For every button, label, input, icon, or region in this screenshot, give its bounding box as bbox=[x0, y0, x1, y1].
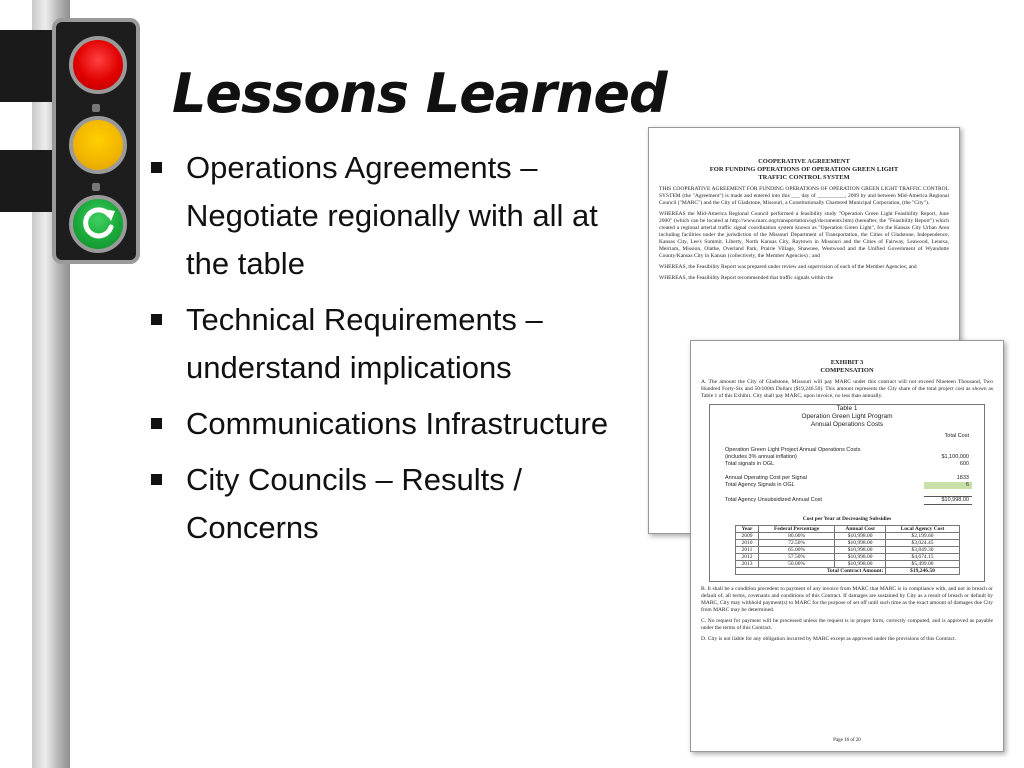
bullet-text: Operations Agreements – Negotiate regionally with all at the table bbox=[186, 150, 598, 281]
traffic-light-icon bbox=[52, 18, 140, 264]
page-footer: Page 16 of 20 bbox=[833, 738, 861, 743]
bullet-item bbox=[148, 296, 618, 392]
doc-paragraph: C. No request for payment will be processed unless the request is in proper form, correctly computed, and is approved as payable under the terms of this Contract. bbox=[701, 617, 993, 631]
doc-heading: EXHIBIT 3 bbox=[830, 359, 864, 366]
table-header: Local Agency Cost bbox=[886, 525, 959, 532]
doc-paragraph: D. City is not liable for any obligation incurred by MARC except as approved under the provisions of this Contract. bbox=[701, 635, 956, 642]
doc-paragraph: WHEREAS, the Feasibility Report recommended that traffic signals within the bbox=[659, 275, 834, 281]
table-cell: 6 bbox=[924, 482, 972, 489]
table-row bbox=[735, 553, 959, 560]
table-header: Total Cost bbox=[944, 433, 969, 439]
table-cell: 50.00% bbox=[759, 560, 834, 567]
table-cell: Annual Operating Cost per Signal bbox=[725, 475, 807, 481]
bullet-item bbox=[148, 456, 618, 552]
bullet-item bbox=[148, 400, 618, 448]
table-cell: Total Contract Amount: bbox=[735, 567, 886, 574]
operations-cost-table bbox=[722, 433, 972, 505]
table-header: Year bbox=[735, 525, 759, 532]
bullet-square-icon bbox=[151, 314, 162, 325]
traffic-light-bracket bbox=[0, 30, 58, 102]
slide-title: Lessons Learned bbox=[172, 62, 667, 125]
table-row bbox=[735, 539, 959, 546]
green-light-icon bbox=[69, 195, 127, 253]
red-light-icon bbox=[69, 36, 127, 94]
table-cell: Operation Green Light Project Annual Operations Costs bbox=[725, 447, 861, 453]
table-cell: (includes 3% annual inflation) bbox=[725, 454, 797, 460]
table-title: Table 1 bbox=[836, 405, 858, 412]
table-cell: Total signals in OGL bbox=[725, 461, 775, 467]
table-cell: 1833 bbox=[956, 475, 969, 481]
table-cell: $2,199.60 bbox=[886, 532, 959, 539]
bolt bbox=[92, 104, 100, 112]
table-cell: 72.50% bbox=[759, 539, 834, 546]
table-cell: $10,998.00 bbox=[834, 553, 886, 560]
table-cell: $19,246.50 bbox=[886, 567, 959, 574]
table-cell: 600 bbox=[959, 461, 969, 467]
doc-paragraph: B. It shall be a condition precedent to payment of any invoice from MARC that MARC is in compliance with, and not in breach or default of, all terms, covenants and conditions of this Contract. If damages are sustained by City as a result of breach or default by MARC, City may withhold payment(s) to MARC for the purpose of set off until such time as the exact amount of damages due City from MARC may be determined. bbox=[701, 585, 993, 613]
bolt bbox=[92, 183, 100, 191]
table-cell: $10,998.00 bbox=[834, 546, 886, 553]
bullet-square-icon bbox=[151, 418, 162, 429]
refresh-arrow-icon bbox=[73, 199, 123, 249]
doc-paragraph: THIS COOPERATIVE AGREEMENT FOR FUNDING OPERATIONS OF OPERATION GREEN LIGHT TRAFFIC CONTROL SYSTEM (the "Agreement") is made and entered into this ___ day of __________, 2009 by and between Mid-America Regional Council ("MARC") and the City of Gladstone, Missouri, a Constitutionally Chartered Municipal Corporation, (the "City"). bbox=[659, 186, 949, 206]
table-header: Federal Percentage bbox=[759, 525, 834, 532]
table-cell: $3,024.45 bbox=[886, 539, 959, 546]
traffic-light-bracket bbox=[0, 150, 58, 212]
compensation-exhibit-image bbox=[690, 340, 1004, 752]
bullet-list bbox=[148, 144, 618, 560]
bullet-text: City Councils – Results / Concerns bbox=[186, 462, 522, 545]
table-title: Annual Operations Costs bbox=[810, 421, 884, 428]
bullet-square-icon bbox=[151, 474, 162, 485]
doc-paragraph: A. The amount the City of Gladstone, Missouri will pay MARC under this contract will not exceed Nineteen Thousand, Two Hundred Forty-Six and 50/100th Dollars ($19,246.50). This amount represents the City share of the total project cost as shown as Table 1 of this Exhibit. City shall pay MARC, upon invoice, no less than annually. bbox=[701, 379, 993, 399]
table-cell: 2011 bbox=[735, 546, 759, 553]
table-row bbox=[735, 560, 959, 567]
table-cell: 80.00% bbox=[759, 532, 834, 539]
table-cell: 57.50% bbox=[759, 553, 834, 560]
doc-heading: TRAFFIC CONTROL SYSTEM bbox=[758, 174, 850, 181]
table-cell: $5,499.00 bbox=[886, 560, 959, 567]
bullet-item bbox=[148, 144, 618, 288]
table-cell: 2009 bbox=[735, 532, 759, 539]
doc-heading: FOR FUNDING OPERATIONS OF OPERATION GREEN LIGHT bbox=[709, 166, 899, 173]
table-cell: Total Agency Unsubsidized Annual Cost bbox=[725, 496, 822, 503]
doc-paragraph: WHEREAS, the Feasibility Report was prepared under review and supervision of each of the Member Agencies; and bbox=[659, 264, 917, 270]
table-cell: $4,674.15 bbox=[886, 553, 959, 560]
table-cell bbox=[924, 447, 972, 454]
table-cell: 2010 bbox=[735, 539, 759, 546]
table-cell: 2013 bbox=[735, 560, 759, 567]
bullet-text: Communications Infrastructure bbox=[186, 406, 609, 441]
doc-heading: COOPERATIVE AGREEMENT bbox=[758, 158, 850, 165]
table-cell: Total Agency Signals in OGL bbox=[725, 482, 795, 488]
table-title: Cost per Year at Decreasing Subsidies bbox=[802, 515, 892, 522]
bullet-square-icon bbox=[151, 162, 162, 173]
table-row bbox=[735, 567, 959, 574]
table-cell: 2012 bbox=[735, 553, 759, 560]
table-cell: $10,998.00 bbox=[834, 532, 886, 539]
table-cell: $10,998.00 bbox=[834, 560, 886, 567]
table-row bbox=[735, 532, 959, 539]
subsidy-table bbox=[735, 525, 960, 575]
table-row bbox=[735, 546, 959, 553]
table-title: Operation Green Light Program bbox=[801, 413, 893, 420]
bullet-text: Technical Requirements – understand implications bbox=[186, 302, 543, 385]
doc-heading: COMPENSATION bbox=[820, 367, 874, 374]
table-cell: $10,998.00 bbox=[834, 539, 886, 546]
table-cell: 65.00% bbox=[759, 546, 834, 553]
operations-cost-table-box bbox=[709, 404, 985, 582]
table-cell: $3,849.30 bbox=[886, 546, 959, 553]
table-cell: $1,100,000 bbox=[941, 454, 969, 460]
yellow-light-icon bbox=[69, 116, 127, 174]
doc-paragraph: WHEREAS the Mid-America Regional Council performed a feasibility study "Operation Green Light Feasibility Report, June 2000" (which can be located at http://www.marc.org/transportation/ogl/documents.htm) (hereafter, the "Feasibility Report") which created a regional arterial traffic signal coordination system known as "Operation Green Light", for the Kansas City Urban Area including facilities under the jurisdiction of the Missouri Department of Transportation, the Cities of Gladstone, Independence, Kansas City, Lee's Summit, Liberty, North Kansas City, Raytown in Missouri and the Cities of Fairway, Leawood, Lenexa, Merriam, Mission, Olathe, Overland Park, Prairie Village, Shawnee, Westwood and the Unified Government of Wyandotte County/Kansas City in Kansas (collectively, the Member Agencies) ; and bbox=[659, 211, 949, 259]
table-header: Annual Cost bbox=[834, 525, 886, 532]
table-cell: $10,998.00 bbox=[924, 496, 972, 504]
